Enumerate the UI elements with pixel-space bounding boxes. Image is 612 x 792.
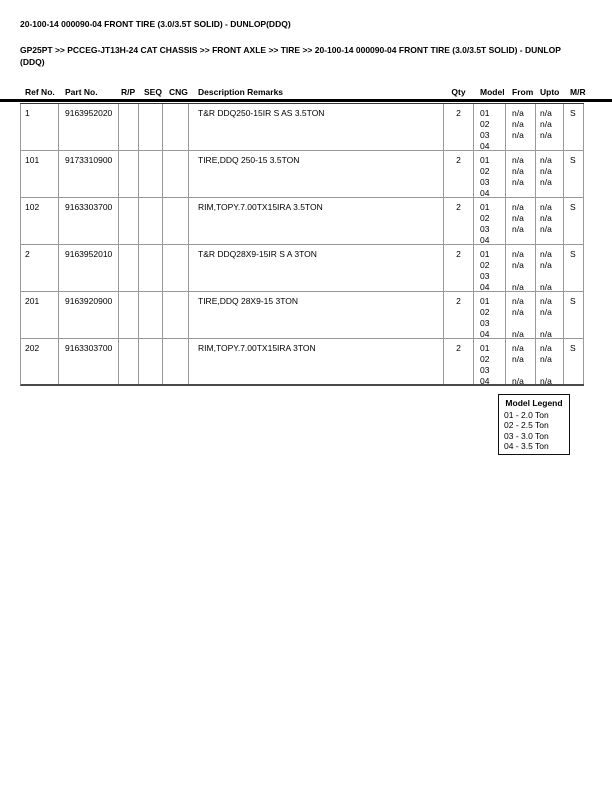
cell-model-line: 01 — [480, 296, 490, 306]
cell-from-line: n/a — [512, 376, 524, 384]
cell-model-line: 01 — [480, 155, 490, 165]
cell-from — [506, 198, 536, 244]
cell-upto-line: n/a — [540, 249, 552, 259]
cell-upto-line: n/a — [540, 155, 552, 165]
model-legend-items — [499, 410, 569, 452]
cell-model-line: 02 — [480, 260, 490, 270]
cell-model-line: 02 — [480, 213, 490, 223]
cell-from-line: n/a — [512, 155, 524, 165]
cell-model-line: 04 — [480, 376, 490, 384]
cell-qty: 2 — [444, 292, 474, 338]
cell-upto-line: n/a — [540, 343, 552, 353]
cell-qty: 2 — [444, 339, 474, 384]
cell-from-line — [512, 141, 535, 150]
cell-part: 9163303700 — [59, 198, 119, 244]
column-header-desc: Description Remarks — [198, 87, 284, 97]
cell-model-line: 04 — [480, 141, 490, 150]
cell-from-line: n/a — [512, 307, 524, 317]
table-row — [20, 245, 584, 292]
cell-model-line: 03 — [480, 224, 490, 234]
cell-from — [506, 151, 536, 197]
cell-upto-line: n/a — [540, 177, 552, 187]
cell-seq — [139, 245, 163, 291]
cell-model-line: 02 — [480, 354, 490, 364]
cell-desc: T&R DDQ250-15IR S AS 3.5TON — [189, 104, 444, 150]
cell-part: 9163303700 — [59, 339, 119, 384]
cell-from-line: n/a — [512, 249, 524, 259]
cell-upto-line: n/a — [540, 329, 552, 338]
cell-mr: S — [564, 151, 584, 197]
cell-ref: 1 — [21, 104, 59, 150]
column-header-qty: Qty — [451, 87, 466, 97]
cell-seq — [139, 339, 163, 384]
cell-from-line — [512, 271, 535, 282]
cell-ref: 202 — [21, 339, 59, 384]
cell-from-line: n/a — [512, 108, 524, 118]
cell-model — [474, 292, 506, 338]
cell-cng — [163, 151, 189, 197]
cell-cng — [163, 292, 189, 338]
cell-model — [474, 151, 506, 197]
table-header-row — [21, 87, 584, 98]
cell-from-line: n/a — [512, 329, 524, 338]
cell-ref: 102 — [21, 198, 59, 244]
cell-cng — [163, 104, 189, 150]
cell-model-line: 03 — [480, 271, 490, 281]
cell-seq — [139, 104, 163, 150]
column-header-rp: R/P — [121, 87, 136, 97]
model-legend — [498, 394, 570, 455]
cell-from-line: n/a — [512, 119, 524, 129]
cell-upto-line: n/a — [540, 282, 552, 291]
cell-model-line: 01 — [480, 202, 490, 212]
table-row — [20, 339, 584, 386]
cell-from-line — [512, 318, 535, 329]
cell-model-line: 03 — [480, 365, 490, 375]
cell-model — [474, 104, 506, 150]
cell-qty: 2 — [444, 245, 474, 291]
cell-desc: T&R DDQ28X9-15IR S A 3TON — [189, 245, 444, 291]
cell-upto — [536, 104, 564, 150]
cell-cng — [163, 198, 189, 244]
cell-upto-line: n/a — [540, 130, 552, 140]
legend-item: 03 - 3.0 Ton — [504, 430, 549, 441]
cell-model-line: 01 — [480, 249, 490, 259]
cell-mr: S — [564, 292, 584, 338]
cell-from-line: n/a — [512, 166, 524, 176]
cell-model — [474, 339, 506, 384]
cell-model-line: 03 — [480, 130, 490, 140]
cell-upto — [536, 198, 564, 244]
model-legend-title: Model Legend — [505, 398, 563, 408]
header-divider-rule — [0, 99, 612, 102]
cell-from-line — [512, 365, 535, 376]
column-header-model: Model — [480, 87, 505, 97]
cell-upto-line — [540, 188, 563, 197]
cell-model-line: 01 — [480, 108, 490, 118]
cell-rp — [119, 104, 139, 150]
cell-upto-line — [540, 141, 563, 150]
cell-upto-line: n/a — [540, 108, 552, 118]
cell-model-line: 04 — [480, 235, 490, 244]
cell-from — [506, 292, 536, 338]
cell-model-line: 01 — [480, 343, 490, 353]
cell-from-line: n/a — [512, 260, 524, 270]
cell-upto — [536, 151, 564, 197]
cell-cng — [163, 339, 189, 384]
cell-from-line: n/a — [512, 213, 524, 223]
cell-upto-line: n/a — [540, 260, 552, 270]
column-header-upto: Upto — [540, 87, 560, 97]
parts-table — [20, 103, 584, 386]
cell-upto-line: n/a — [540, 376, 552, 384]
cell-upto — [536, 292, 564, 338]
cell-upto-line: n/a — [540, 166, 552, 176]
cell-from — [506, 104, 536, 150]
cell-upto-line: n/a — [540, 354, 552, 364]
cell-desc: RIM,TOPY.7.00TX15IRA 3.5TON — [189, 198, 444, 244]
cell-rp — [119, 245, 139, 291]
cell-from — [506, 245, 536, 291]
cell-model-line: 02 — [480, 307, 490, 317]
column-header-mr: M/R — [570, 87, 586, 97]
cell-part: 9163952010 — [59, 245, 119, 291]
column-header-seq: SEQ — [144, 87, 162, 97]
legend-item: 04 - 3.5 Ton — [504, 441, 549, 452]
cell-upto-line: n/a — [540, 307, 552, 317]
column-header-part: Part No. — [65, 87, 98, 97]
cell-upto — [536, 245, 564, 291]
cell-model — [474, 198, 506, 244]
cell-from-line — [512, 188, 535, 197]
cell-ref: 101 — [21, 151, 59, 197]
cell-upto-line — [540, 365, 563, 376]
cell-from-line: n/a — [512, 130, 524, 140]
cell-from-line: n/a — [512, 177, 524, 187]
cell-mr: S — [564, 198, 584, 244]
cell-from-line: n/a — [512, 282, 524, 291]
column-header-from: From — [512, 87, 534, 97]
cell-upto-line — [540, 318, 563, 329]
cell-from-line: n/a — [512, 296, 524, 306]
breadcrumb-line: GP25PT >> PCCEG-JT13H-24 CAT CHASSIS >> FRONT AXLE >> TIRE >> 20-100-14 000090-04 FRONT TIRE (3.0/3.5T SOLID) - DUNLOP — [20, 45, 561, 55]
cell-upto — [536, 339, 564, 384]
cell-rp — [119, 151, 139, 197]
column-header-ref: Ref No. — [25, 87, 55, 97]
cell-model-line: 04 — [480, 329, 490, 338]
cell-model-line: 03 — [480, 318, 490, 328]
breadcrumb-line: (DDQ) — [20, 56, 45, 67]
cell-upto-line: n/a — [540, 202, 552, 212]
cell-qty: 2 — [444, 198, 474, 244]
cell-upto-line: n/a — [540, 119, 552, 129]
cell-cng — [163, 245, 189, 291]
cell-qty: 2 — [444, 104, 474, 150]
cell-mr: S — [564, 245, 584, 291]
table-row — [20, 151, 584, 198]
cell-model-line: 02 — [480, 119, 490, 129]
cell-part: 9173310900 — [59, 151, 119, 197]
cell-from-line: n/a — [512, 224, 524, 234]
cell-qty: 2 — [444, 151, 474, 197]
cell-upto-line: n/a — [540, 224, 552, 234]
legend-item: 01 - 2.0 Ton — [504, 410, 549, 420]
cell-rp — [119, 198, 139, 244]
table-row — [20, 292, 584, 339]
cell-desc: TIRE,DDQ 250-15 3.5TON — [189, 151, 444, 197]
cell-rp — [119, 292, 139, 338]
cell-upto-line — [540, 235, 563, 244]
cell-ref: 201 — [21, 292, 59, 338]
cell-from-line: n/a — [512, 343, 524, 353]
cell-model-line: 04 — [480, 188, 490, 197]
cell-ref: 2 — [21, 245, 59, 291]
cell-desc: TIRE,DDQ 28X9-15 3TON — [189, 292, 444, 338]
cell-mr: S — [564, 104, 584, 150]
page-title: 20-100-14 000090-04 FRONT TIRE (3.0/3.5T SOLID) - DUNLOP(DDQ) — [20, 19, 291, 29]
cell-model-line: 04 — [480, 282, 490, 291]
cell-from-line: n/a — [512, 202, 524, 212]
cell-from-line: n/a — [512, 354, 524, 364]
cell-upto-line: n/a — [540, 213, 552, 223]
cell-upto-line — [540, 271, 563, 282]
cell-part: 9163920900 — [59, 292, 119, 338]
breadcrumb — [20, 45, 595, 68]
table-row — [20, 104, 584, 151]
cell-upto-line: n/a — [540, 296, 552, 306]
legend-item: 02 - 2.5 Ton — [504, 420, 549, 431]
table-row — [20, 198, 584, 245]
cell-seq — [139, 151, 163, 197]
cell-from-line — [512, 235, 535, 244]
cell-desc: RIM,TOPY.7.00TX15IRA 3TON — [189, 339, 444, 384]
cell-model — [474, 245, 506, 291]
cell-mr: S — [564, 339, 584, 384]
cell-part: 9163952020 — [59, 104, 119, 150]
cell-seq — [139, 292, 163, 338]
cell-model-line: 02 — [480, 166, 490, 176]
column-header-cng: CNG — [169, 87, 188, 97]
cell-from — [506, 339, 536, 384]
cell-seq — [139, 198, 163, 244]
cell-model-line: 03 — [480, 177, 490, 187]
cell-rp — [119, 339, 139, 384]
